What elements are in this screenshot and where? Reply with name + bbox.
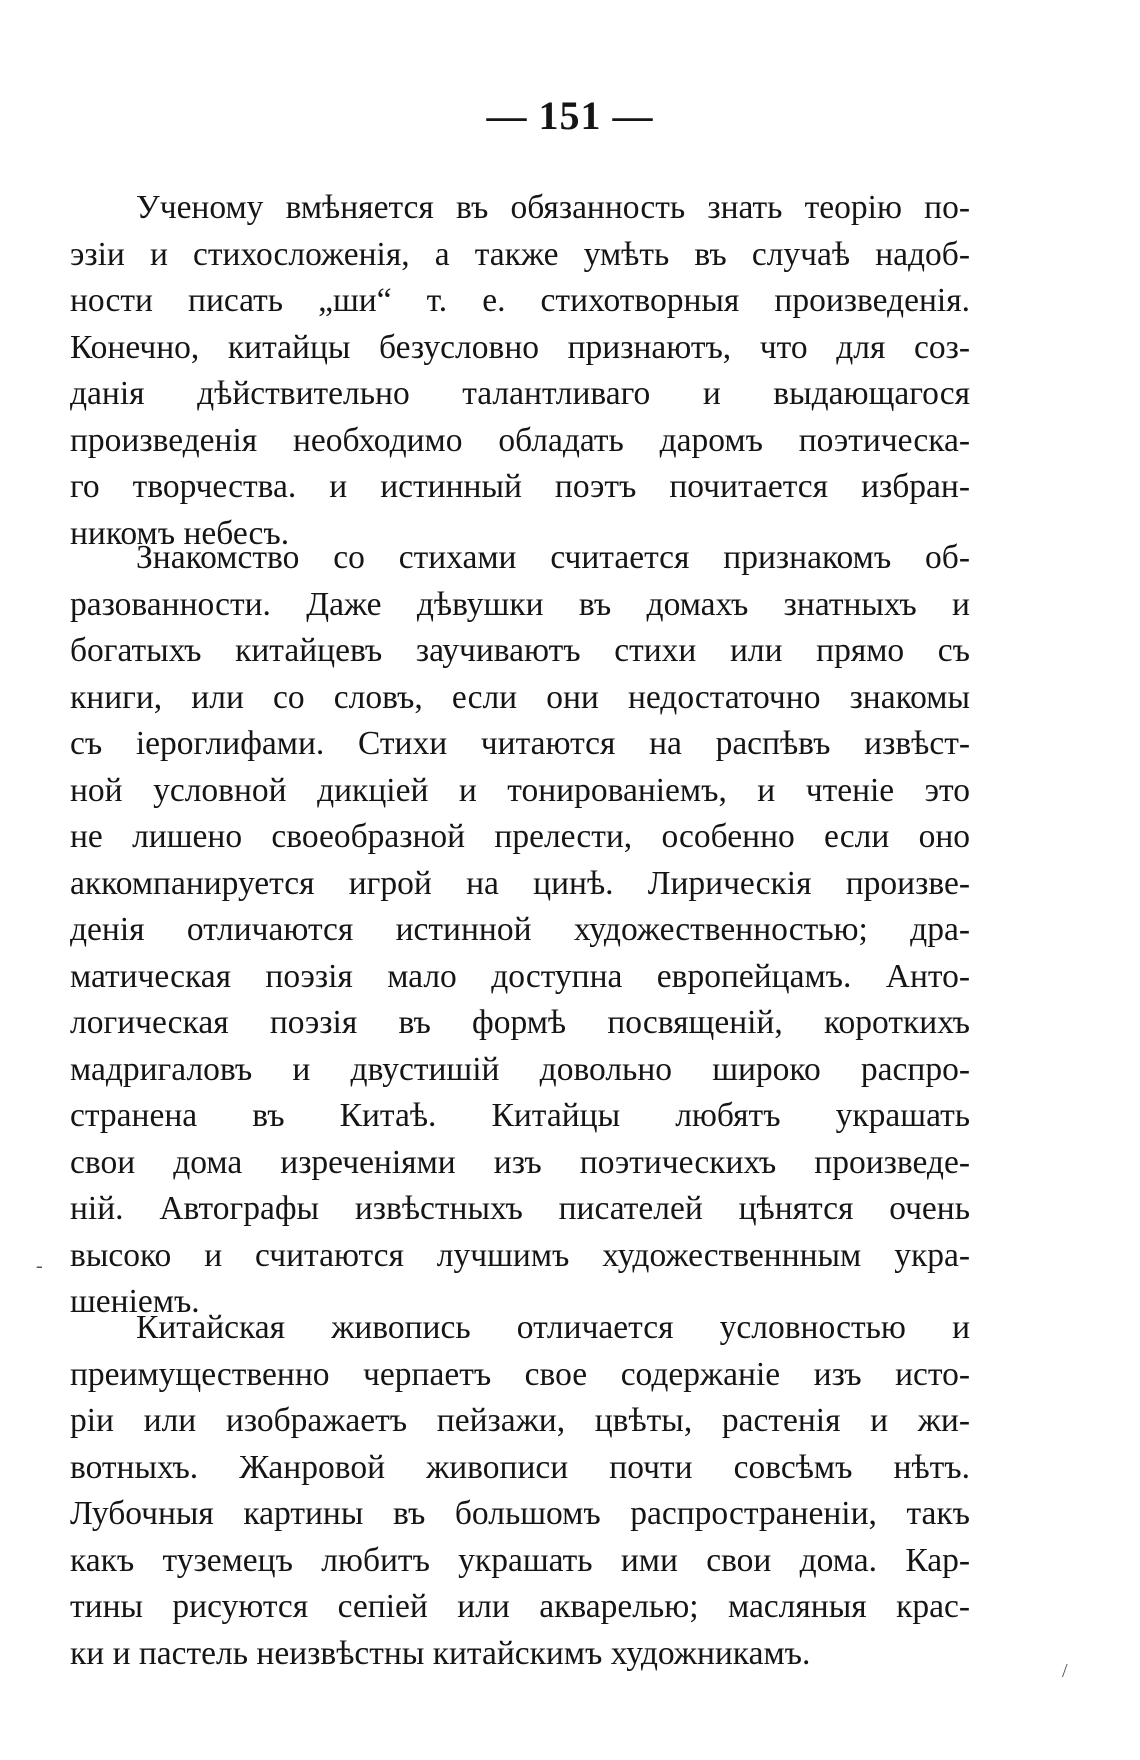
right-margin-mark: / [1062,1660,1068,1682]
text-line: вотныхъ. Жанровой живописи почти совсѣмъ нѣтъ. [70,1448,970,1486]
text-line: Лубочныя картины въ большомъ распространеніи, такъ [70,1495,970,1532]
text-line: ки и пастель неизвѣстны китайскимъ художникамъ. [70,1634,811,1672]
paragraph-poetry-education [70,185,970,557]
text-line: съ іероглифами. Стихи читаются на распѣвъ извѣст- [70,725,970,762]
text-line: эзіи и стихосложенія, а также умѣть въ случаѣ надоб- [70,235,970,273]
text-line: матическая поэзія мало доступна европейцамъ. Анто- [70,957,970,995]
text-line: какъ туземецъ любитъ украшать ими свои дома. Кар- [70,1541,970,1579]
text-line: го творчества. и истинный поэтъ почитается избран- [70,468,970,505]
text-line: тины рисуются сепіей или акварелью; масляныя крас- [70,1588,970,1625]
text-line: странена въ Китаѣ. Китайцы любятъ украшать [70,1097,970,1134]
text-line: никомъ небесъ. [70,514,290,552]
text-line: Китайская живопись отличается условностью и [136,1309,970,1346]
text-line: денія отличаются истинной художественностью; дра- [70,911,970,948]
text-line: данія дѣйствительно талантливаго и выдающагося [70,375,970,412]
text-line: ній. Автографы извѣстныхъ писателей цѣнятся очень [70,1190,970,1227]
text-line: ріи или изображаетъ пейзажи, цвѣты, растенія и жи- [70,1402,970,1439]
text-line: не лишено своеобразной прелести, особенно если оно [70,818,970,855]
text-line: книги, или со словъ, если они недостаточно знакомы [70,678,970,716]
paragraph-chinese-painting [70,1305,970,1677]
text-line: богатыхъ китайцевъ заучиваютъ стихи или прямо съ [70,632,970,669]
page-number: — 151 — [486,93,654,138]
text-line: Знакомство со стихами считается признакомъ об- [136,539,970,576]
text-line: Ученому вмѣняется въ обязанность знать теорію по- [136,189,970,226]
text-line: высоко и считаются лучшимъ художественнным укра- [70,1236,970,1274]
text-line: ности писать „ши“ т. е. стихотворныя произведенія. [70,282,970,319]
left-margin-mark: - [36,1255,43,1277]
text-line: аккомпанируется игрой на цинѣ. Лирическія произве- [70,864,970,902]
paragraph-verse-knowledge [70,535,970,1326]
text-line: шеніемъ. [70,1283,200,1320]
text-line: свои дома изреченіями изъ поэтическихъ произведе- [70,1143,970,1181]
text-line: преимущественно черпаетъ свое содержаніе изъ исто- [70,1355,970,1393]
text-line: ной условной дикціей и тонированіемъ, и чтеніе это [70,771,970,809]
text-line: Конечно, китайцы безусловно признаютъ, что для соз- [70,328,970,366]
text-line: логическая поэзія въ формѣ посвященій, короткихъ [70,1004,970,1041]
text-line: мадригаловъ и двустишій довольно широко распро- [70,1050,970,1088]
text-line: разованности. Даже дѣвушки въ домахъ знатныхъ и [70,585,970,623]
text-line: произведенія необходимо обладать даромъ поэтическа- [70,421,970,459]
